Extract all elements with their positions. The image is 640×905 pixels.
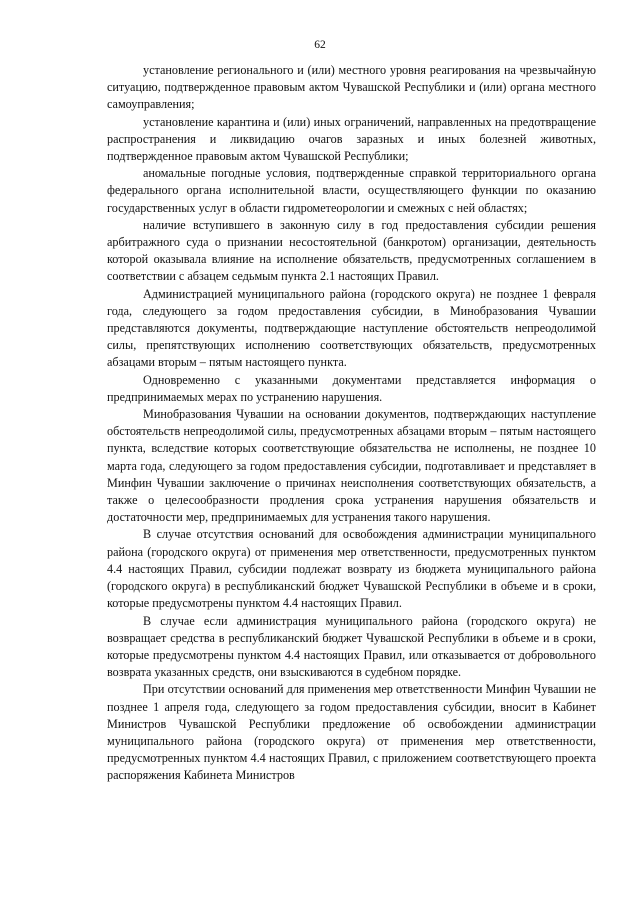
paragraph-subsidy-return: В случае отсутствия оснований для освобождения администрации муниципального района (городского округа) от применения мер ответственности, предусмотренных пунктом 4.4 настоящих Правил, субсидии подлежат возврату из бюджета муниципального района (городского округа) в республиканский бюджет Чувашской Республики в объеме и в сроки, которые предусмотрены пунктом 4.4 настоящих Правил. — [107, 527, 596, 611]
paragraph-ministry-conclusion: Минобразования Чувашии на основании документов, подтверждающих наступление обстоятельств непреодолимой силы, предусмотренных абзацами вторым – пятым настоящего пункта, вследствие которых соответствующие обязательства не исполнены, не позднее 10 марта года, следующего за годом предоставления субсидии, подготавливает и представляет в Минфин Чувашии заключение о причинах неисполнения соответствующих обязательств, а также о целесообразности продления срока устранения нарушения обязательств и достаточности мер, предпринимаемых для устранения такого нарушения. — [107, 407, 596, 525]
document-body — [107, 62, 596, 785]
paragraph-measures-information: Одновременно с указанными документами представляется информация о предпринимаемых мерах по устранению нарушения. — [107, 372, 596, 404]
paragraph-weather-conditions: аномальные погодные условия, подтвержденные справкой территориального органа федерального органа исполнительной власти, осуществляющего функции по оказанию государственных услуг в области гидрометеорологии и смежных с ней областях; — [107, 166, 596, 215]
paragraph-quarantine: установление карантина и (или) иных ограничений, направленных на предотвращение распространения и ликвидацию очагов заразных и иных болезней животных, подтвержденное правовым актом Чувашской Республики; — [107, 114, 596, 164]
paragraph-documents-submission: Администрацией муниципального района (городского округа) не позднее 1 февраля года, следующего за годом предоставления субсидии, в Минобразования Чувашии представляются документы, подтверждающие наступление обстоятельств непреодолимой силы, препятствующих исполнению соответствующих обязательств, предусмотренных абзацами вторым – пятым настоящего пункта. — [107, 286, 596, 370]
paragraph-exemption-proposal: При отсутствии оснований для применения мер ответственности Минфин Чувашии не позднее 1 апреля года, следующего за годом предоставления субсидии, вносит в Кабинет Министров Чувашской Республики предложение об освобождении администрации муниципального района (городского округа) от применения мер ответственности, предусмотренных пунктом 4.4 настоящих Правил, с приложением соответствующего проекта распоряжения Кабинета Министров — [107, 682, 596, 783]
page-number: 62 — [314, 39, 326, 51]
paragraph-emergency-response: установление регионального и (или) местного уровня реагирования на чрезвычайную ситуацию, подтвержденное правовым актом Чувашской Республики и (или) органа местного самоуправления; — [107, 63, 596, 112]
paragraph-bankruptcy-decision: наличие вступившего в законную силу в год предоставления субсидии решения арбитражного суда о признании несостоятельной (банкротом) организации, деятельность которой оказывала влияние на исполнение обязательств, предусмотренных соглашением в соответствии с абзацем седьмым пункта 2.1 настоящих Правил. — [107, 217, 596, 284]
paragraph-judicial-recovery: В случае если администрация муниципального района (городского округа) не возвращает средства в республиканский бюджет Чувашской Республики в объеме и в сроки, которые предусмотрены пунктом 4.4 настоящих Правил, или отказывается от добровольного возврата указанных средств, они взыскиваются в судебном порядке. — [107, 613, 596, 680]
